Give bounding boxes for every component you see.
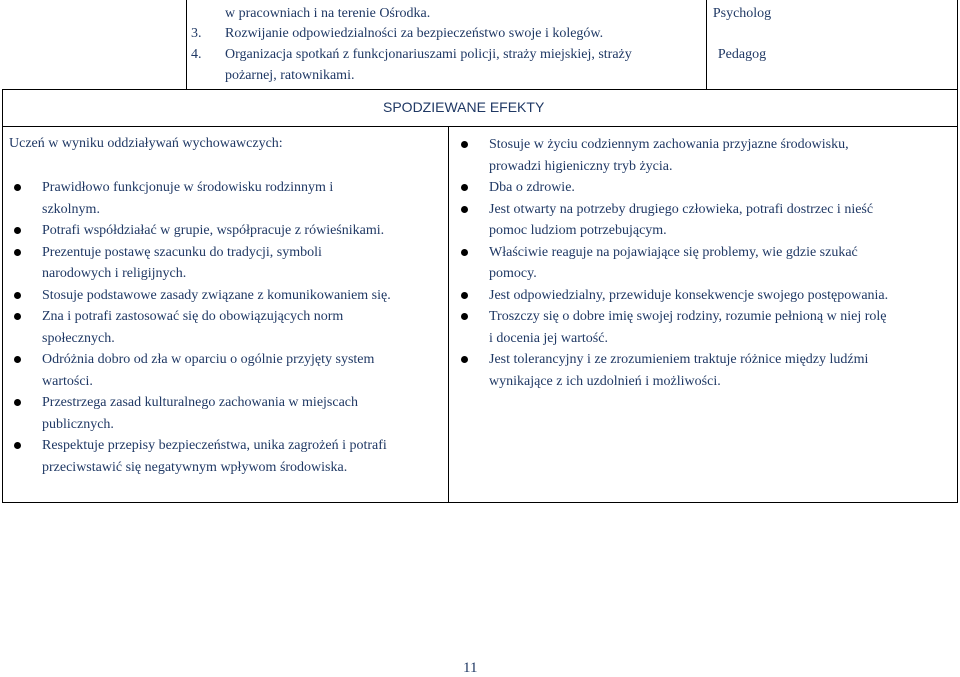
table-left-border [2,89,3,503]
list-item [9,392,444,435]
list-item-line: społecznych. [42,330,115,346]
responsible-person: Psycholog [712,6,772,21]
list-item-line: Zna i potrafi zastosować się do obowiązujących norm [42,309,344,324]
list-item-line: publicznych. [42,416,114,432]
list-item [9,177,444,220]
activity-line: Rozwijanie odpowiedzialności za bezpieczeństwo swoje i kolegów. [225,26,604,41]
list-item-line: Prezentuje postawę szacunku do tradycji, symboli [42,244,322,260]
table-row-divider [2,89,958,90]
list-item-line: Odróżnia dobro od zła w oparciu o ogólnie przyjęty system [42,352,375,367]
list-item-line: prowadzi higieniczny tryb życia. [489,158,673,174]
effects-heading: SPODZIEWANE EFEKTY [383,99,545,115]
list-item [9,349,444,392]
list-item-line: przeciwstawić się negatywnym wpływom środowiska. [42,459,348,475]
list-item-line: pomoc ludziom potrzebującym. [489,223,667,238]
list-item-line: Jest odpowiedzialny, przewiduje konsekwencje swojego postępowania. [489,287,889,303]
list-item-line: narodowych i religijnych. [42,266,187,281]
list-item-line: Jest tolerancyjny i ze zrozumieniem traktuje różnice między ludźmi [489,352,869,367]
list-item-line: Przestrzega zasad kulturalnego zachowania w miejscach [42,395,359,410]
list-item [456,242,956,285]
list-item [456,285,956,307]
responsible-person: Pedagog [717,47,767,62]
list-item [456,199,956,242]
right-effects-list [456,134,956,392]
effects-intro: Uczeń w wyniku oddziaływań wychowawczych: [9,136,283,151]
table-header-divider [2,126,958,127]
activity-line: w pracowniach i na terenie Ośrodka. [225,6,431,21]
list-item [9,242,444,285]
table-top-left-border [186,0,187,89]
list-item-line: Właściwie reaguje na pojawiające się problemy, wie gdzie szukać [489,244,858,260]
list-item [9,435,444,478]
list-item [456,349,956,392]
activity-line: pożarnej, ratownikami. [225,68,355,83]
left-effects-list [9,177,444,478]
table-top-right-border [957,0,958,89]
activity-number: 4. [191,47,202,62]
list-item [9,306,444,349]
list-item-line: szkolnym. [42,201,100,217]
activity-number: 3. [191,26,202,41]
list-item-line: i docenia jej wartość. [489,330,608,346]
list-item [9,285,444,307]
list-item-line: Potrafi współdziałać w grupie, współpracuje z rówieśnikami. [42,223,385,238]
list-item [456,177,956,199]
list-item-line: Stosuje w życiu codziennym zachowania przyjazne środowisku, [489,137,849,152]
activity-line: Organizacja spotkań z funkcjonariuszami policji, straży miejskiej, straży [225,47,632,62]
table-bottom-border [2,502,958,503]
list-item-line: pomocy. [489,266,537,281]
list-item-line: Jest otwarty na potrzeby drugiego człowieka, potrafi dostrzec i nieść [489,201,874,217]
list-item [456,134,956,177]
list-item-line: Troszczy się o dobre imię swojej rodziny, rozumie pełnioną w niej rolę [489,309,887,324]
list-item-line: Respektuje przepisy bezpieczeństwa, unika zagrożeń i potrafi [42,438,387,453]
table-right-border [957,89,958,503]
list-item [9,220,444,242]
list-item-line: Stosuje podstawowe zasady związane z komunikowaniem się. [42,287,391,303]
list-item-line: Prawidłowo funkcjonuje w środowisku rodzinnym i [42,180,334,195]
list-item [456,306,956,349]
table-top-mid-border [706,0,707,89]
list-item-line: Dba o zdrowie. [489,180,575,195]
page-number: 11 [463,660,478,676]
table-center-divider [448,126,449,503]
list-item-line: wynikające z ich uzdolnień i możliwości. [489,373,721,389]
list-item-line: wartości. [42,373,93,389]
